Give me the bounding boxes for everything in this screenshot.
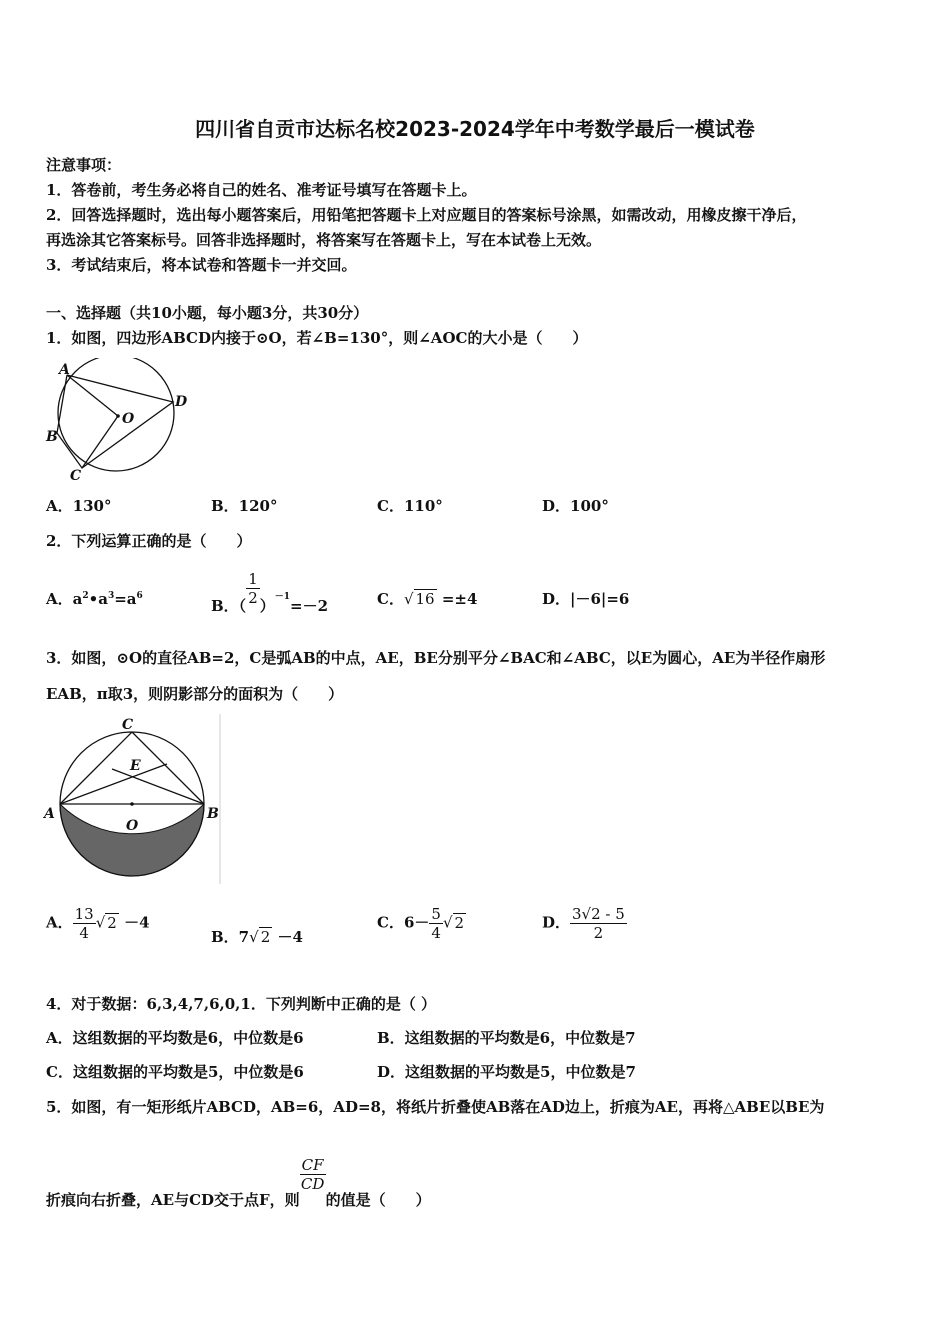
question-2-option-b[interactable]: B．（ $\frac{1}{2}$ ）$^{-1}$=－2 [211,570,329,615]
label-d: D [175,394,188,410]
notice-item: 再选涂其它答案标号。回答非选择题时，将答案写在答题卡上，写在本试卷上无效。 [46,231,602,249]
label-o: O [122,411,135,427]
question-1-option-b[interactable]: B．120° [211,497,278,515]
question-1-figure [44,358,194,486]
question-4-option-d[interactable]: D．这组数据的平均数是5，中位数是7 [377,1063,636,1081]
question-1-text: 1．如图，四边形ABCD内接于⊙O，若∠B=130°，则∠AOC的大小是（ ） [46,329,588,347]
label-b: B [46,429,58,445]
question-3-option-a[interactable]: A． $\frac{13}{4}$ √ 2 －4 [46,905,150,942]
section-heading: 一、选择题（共10小题，每小题3分，共30分） [46,304,369,322]
question-3-text-line1: 3．如图，⊙O的直径AB=2，C是弧AB的中点，AE，BE分别平分∠BAC和∠ABC，以E为圆心，AE为半径作扇形 [46,649,826,667]
question-3-option-c[interactable]: C．6－ $\frac{5}{4}$ √ 2 [377,905,465,942]
notice-item: 1．答卷前，考生务必将自己的姓名、准考证号填写在答题卡上。 [46,181,477,199]
label-a: A [44,806,55,822]
label-c: C [70,468,82,484]
question-3-option-b[interactable]: B．7√ 2 －4 [211,928,303,946]
page-title: 四川省自贡市达标名校2023-2024学年中考数学最后一模试卷 [195,117,755,141]
notice-heading: 注意事项： [46,156,122,174]
label-b: B [207,806,219,822]
question-5-text-line2: 折痕向右折叠，AE与CD交于点F，则 $\frac{CF}{CD}$ 的值是（ ） [46,1156,431,1209]
question-4-option-a[interactable]: A．这组数据的平均数是6，中位数是6 [46,1029,304,1047]
question-3-figure [42,714,224,886]
question-2-option-d[interactable]: D．|－6|=6 [542,590,630,608]
question-5-text-line1: 5．如图，有一矩形纸片ABCD，AB=6，AD=8，将纸片折叠使AB落在AD边上，折痕为AE，再将△ABE以BE为 [46,1098,825,1116]
question-4-text: 4．对于数据：6,3,4,7,6,0,1．下列判断中正确的是（ ） [46,995,437,1013]
question-4-option-c[interactable]: C．这组数据的平均数是5，中位数是6 [46,1063,304,1081]
question-3-option-d[interactable]: D． $\frac{3√2 - 5}{2}$ [542,905,625,942]
label-c: C [122,717,134,733]
label-o: O [126,818,139,834]
notice-item: 2．回答选择题时，选出每小题答案后，用铅笔把答题卡上对应题目的答案标号涂黑，如需改动，用橡皮擦干净后， [46,206,807,224]
question-2-option-c[interactable]: C．√ 16 =±4 [377,590,478,608]
question-1-option-a[interactable]: A．130° [46,497,112,515]
shaded-region [60,804,204,876]
label-a: A [59,362,70,378]
question-3-text-line2: EAB，π取3，则阴影部分的面积为（ ） [46,685,344,703]
label-e: E [130,758,141,774]
question-2-text: 2．下列运算正确的是（ ） [46,532,252,550]
notice-item: 3．考试结束后，将本试卷和答题卡一并交回。 [46,256,357,274]
question-1-option-c[interactable]: C．110° [377,497,443,515]
question-2-option-a[interactable]: A．$a^2•a^3=a^6$ [46,590,143,608]
question-1-option-d[interactable]: D．100° [542,497,609,515]
question-4-option-b[interactable]: B．这组数据的平均数是6，中位数是7 [377,1029,636,1047]
